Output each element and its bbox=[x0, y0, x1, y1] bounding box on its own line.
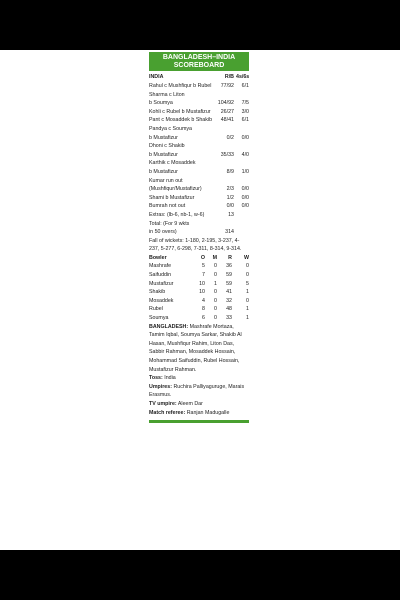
batsman-text: Kohli c Rubel b Mustafizur bbox=[149, 108, 211, 115]
batsman-text: Sharma c Liton bbox=[149, 91, 185, 98]
bangladesh-squad: BANGLADESH: Mashrafe Mortaza, Tamim Iqbal, Soumya Sarkar, Shakib Al Hasan, Mushfiqur Rahim, Liton Das, Sabbir Rahman, Mosaddek Hossain, Mohammad Saifuddin, Rubel Hossain, Mustafizur Rahman. bbox=[149, 323, 242, 373]
runs-balls bbox=[212, 220, 234, 229]
batting-row bbox=[149, 151, 249, 160]
fours-sixes: 1/0 bbox=[241, 168, 249, 175]
batting-row bbox=[149, 91, 249, 100]
runs-balls: 2/3 bbox=[226, 186, 234, 193]
runs-balls bbox=[212, 159, 234, 168]
runs-balls: 8/9 bbox=[226, 168, 234, 175]
runs-balls: 0/2 bbox=[226, 134, 234, 141]
fours-sixes: 6/1 bbox=[241, 117, 249, 124]
wickets: 0 bbox=[246, 263, 249, 270]
fours-sixes-header: 4s/6s bbox=[236, 74, 250, 81]
runs: 59 bbox=[226, 280, 232, 287]
match-referee-info: Match referee: Ranjan Madugalle bbox=[149, 409, 230, 416]
scoreboard-title: BANGLADESH–INDIA SCOREBOARD bbox=[149, 52, 249, 71]
bowling-row bbox=[149, 314, 249, 323]
runs-balls: 314 bbox=[225, 229, 234, 236]
fours-sixes: 0/0 bbox=[241, 203, 249, 210]
batting-row bbox=[149, 177, 249, 186]
scoreboard-card bbox=[149, 52, 249, 423]
overs: 8 bbox=[202, 306, 205, 313]
wickets: 1 bbox=[246, 315, 249, 322]
fours-sixes: 3/0 bbox=[241, 108, 249, 115]
runs-balls: 13 bbox=[228, 211, 234, 218]
fours-sixes: 4/0 bbox=[241, 151, 249, 158]
batting-row bbox=[149, 134, 249, 143]
overs: 7 bbox=[202, 272, 205, 279]
fours-sixes bbox=[234, 91, 249, 100]
fours-sixes bbox=[234, 211, 249, 220]
bowling-row bbox=[149, 271, 249, 280]
rb-header: R/B bbox=[224, 74, 234, 81]
overs: 5 bbox=[202, 263, 205, 270]
maidens: 0 bbox=[214, 297, 217, 304]
bowling-row bbox=[149, 305, 249, 314]
wickets: 0 bbox=[246, 272, 249, 279]
fours-sixes bbox=[234, 228, 249, 237]
batsman-text: Rahul c Mushfiqur b Rubel bbox=[149, 83, 212, 89]
bowler-name: Mashrafe bbox=[149, 263, 172, 270]
batsman-text: Dhoni c Shakib bbox=[149, 143, 185, 150]
batting-row bbox=[149, 82, 249, 91]
batting-header bbox=[149, 73, 249, 82]
wickets: 1 bbox=[246, 289, 249, 296]
runs: 59 bbox=[226, 272, 232, 279]
fours-sixes bbox=[234, 177, 249, 186]
tv-umpire-info: TV umpire: Aleem Dar bbox=[149, 400, 203, 407]
batting-row bbox=[149, 142, 249, 151]
maidens: 1 bbox=[214, 280, 217, 287]
fours-sixes bbox=[234, 142, 249, 151]
runs-balls: 35/33 bbox=[220, 151, 234, 158]
batsman-text: Shami b Mustafizur bbox=[149, 194, 195, 201]
batting-row bbox=[149, 168, 249, 177]
bowling-header: Bowler O M R W bbox=[149, 254, 249, 261]
runs-balls bbox=[212, 177, 234, 186]
bowler-name: Mustafizur bbox=[149, 280, 174, 287]
runs-balls: 48/41 bbox=[220, 117, 234, 124]
runs-balls bbox=[212, 125, 234, 134]
batting-row bbox=[149, 194, 249, 203]
runs-balls: 0/0 bbox=[226, 203, 234, 210]
maidens: 0 bbox=[214, 306, 217, 313]
batting-row bbox=[149, 202, 249, 211]
overs: 4 bbox=[202, 297, 205, 304]
wickets: 1 bbox=[246, 306, 249, 313]
fours-sixes bbox=[234, 220, 249, 229]
batting-row bbox=[149, 228, 249, 237]
footer-accent-bar bbox=[149, 420, 249, 423]
runs: 41 bbox=[226, 289, 232, 296]
bowling-row bbox=[149, 262, 249, 271]
maidens: 0 bbox=[214, 289, 217, 296]
maidens: 0 bbox=[214, 315, 217, 322]
batting-row bbox=[149, 99, 249, 108]
fours-sixes bbox=[234, 125, 249, 134]
newspaper-page bbox=[0, 50, 400, 550]
batsman-text: Pandya c Soumya bbox=[149, 125, 192, 132]
team-name: INDIA bbox=[149, 74, 164, 81]
overs: 10 bbox=[199, 280, 205, 287]
bowler-name: Saifuddin bbox=[149, 272, 172, 279]
batsman-text: (Mushfiqur/Mustafizur) bbox=[149, 186, 202, 193]
wickets: 0 bbox=[246, 297, 249, 304]
runs: 36 bbox=[226, 263, 232, 270]
fours-sixes: 0/0 bbox=[241, 134, 249, 141]
batting-row bbox=[149, 159, 249, 168]
fall-of-wickets: Fall of wickets: 1-180, 2-195, 3-237, 4-237, 5-277, 6-298, 7-311, 8-314, 9-314. bbox=[149, 237, 242, 253]
batsman-text: b Soumya bbox=[149, 100, 173, 107]
batting-row bbox=[149, 185, 249, 194]
batting-row bbox=[149, 108, 249, 117]
batsman-text: Kumar run out bbox=[149, 177, 183, 184]
runs-balls: 77/92 bbox=[220, 83, 234, 89]
batsman-text: in 50 overs) bbox=[149, 229, 177, 236]
runs: 33 bbox=[226, 315, 232, 322]
fours-sixes: 0/0 bbox=[241, 194, 249, 201]
batsman-text: Total: (For 9 wkts bbox=[149, 220, 190, 227]
runs-balls bbox=[212, 91, 234, 100]
bowler-name: Soumya bbox=[149, 315, 169, 322]
fours-sixes: 0/0 bbox=[241, 186, 249, 193]
batsman-text: Pant c Mosaddek b Shakib bbox=[149, 117, 212, 124]
bowling-list bbox=[149, 262, 249, 322]
runs-balls: 26/27 bbox=[220, 108, 234, 115]
runs-balls: 104/92 bbox=[217, 100, 234, 107]
batsman-text: b Mustafizur bbox=[149, 168, 178, 175]
batsman-text: b Mustafizur bbox=[149, 151, 178, 158]
bowler-name: Shakib bbox=[149, 289, 166, 296]
wickets: 5 bbox=[246, 280, 249, 287]
umpires-info: Umpires: Ruchira Palliyaguruge, Marais Erasmus. bbox=[149, 383, 245, 399]
batting-row bbox=[149, 211, 249, 220]
maidens: 0 bbox=[214, 272, 217, 279]
overs: 10 bbox=[199, 289, 205, 296]
batting-list bbox=[149, 82, 249, 237]
batting-row bbox=[149, 220, 249, 229]
toss-info: Toss: India bbox=[149, 375, 176, 382]
overs: 6 bbox=[202, 315, 205, 322]
bowling-row bbox=[149, 288, 249, 297]
bowling-row bbox=[149, 297, 249, 306]
batting-row bbox=[149, 125, 249, 134]
fours-sixes: 7/5 bbox=[241, 100, 249, 107]
runs: 32 bbox=[226, 297, 232, 304]
batting-row bbox=[149, 116, 249, 125]
batsman-text: Karthik c Mosaddek bbox=[149, 160, 196, 167]
batsman-text: Extras: (lb-6, nb-1, w-6) bbox=[149, 211, 205, 218]
runs: 48 bbox=[226, 306, 232, 313]
bowling-row bbox=[149, 280, 249, 289]
batsman-text: b Mustafizur bbox=[149, 134, 178, 141]
maidens: 0 bbox=[214, 263, 217, 270]
bowler-name: Mosaddek bbox=[149, 297, 174, 304]
fours-sixes bbox=[234, 159, 249, 168]
bowler-name: Rubel bbox=[149, 306, 163, 313]
runs-balls: 1/2 bbox=[226, 194, 234, 201]
batsman-text: Bumrah not out bbox=[149, 203, 186, 210]
runs-balls bbox=[212, 142, 234, 151]
fours-sixes: 6/1 bbox=[241, 83, 249, 89]
